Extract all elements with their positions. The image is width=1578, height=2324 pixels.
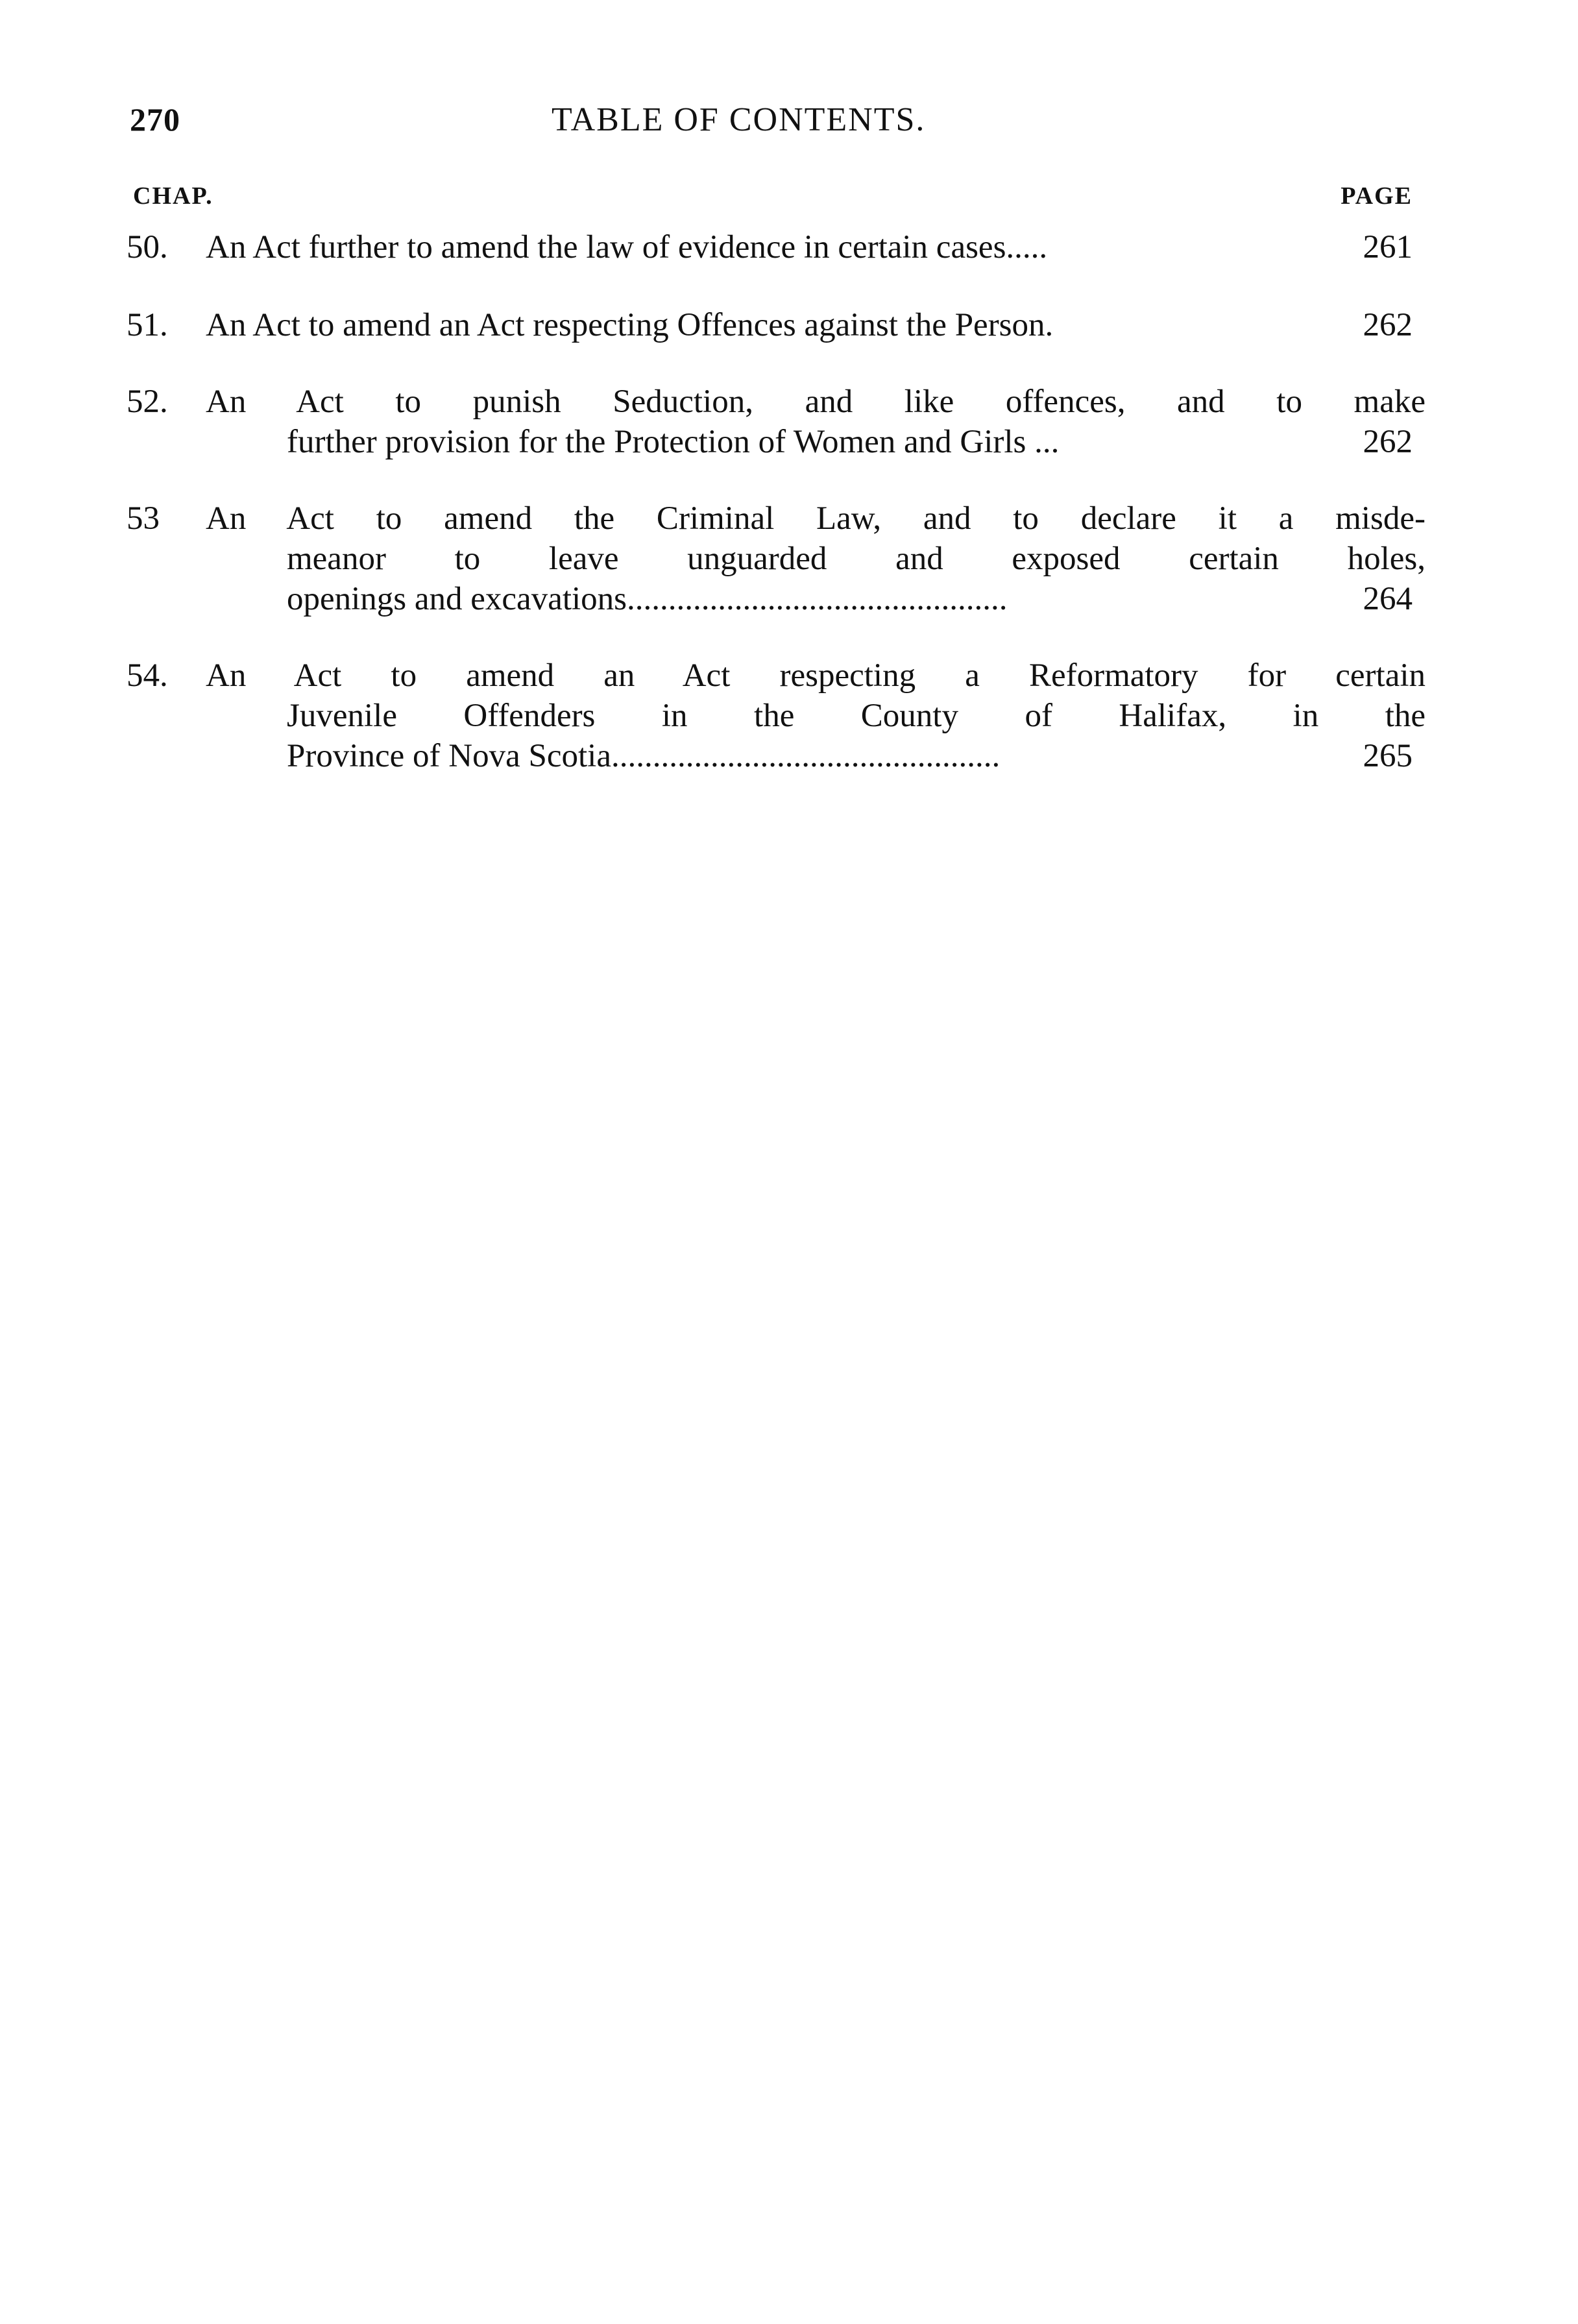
entry-title-line: An Act to punish Seduction, and like offences, and to make xyxy=(206,384,1426,420)
entry-title-line: An Act to amend the Criminal Law, and to declare it a misde- xyxy=(206,500,1426,537)
entry-page-number: 262 xyxy=(1363,424,1413,460)
page-column-heading: PAGE xyxy=(1341,182,1413,210)
entry-title xyxy=(206,382,1426,462)
entry-page-number: 265 xyxy=(1363,738,1413,774)
entry-title xyxy=(206,305,1426,345)
entry-title-line: Juvenile Offenders in the County of Halifax, in the xyxy=(287,698,1426,734)
entry-title-line: meanor to leave unguarded and exposed certain holes, xyxy=(287,541,1426,577)
entry-title-line: An Act to amend an Act respecting Offences against the Person. xyxy=(206,307,1054,343)
entry-title xyxy=(206,498,1426,619)
chapter-number: 51. xyxy=(127,307,168,343)
entry-title-line: openings and excavations.............................................. xyxy=(287,581,1008,617)
entry-page-number: 264 xyxy=(1363,581,1413,617)
chapter-number: 52. xyxy=(127,384,168,420)
entry-title-line: Province of Nova Scotia............................................... xyxy=(287,738,1001,774)
running-head: TABLE OF CONTENTS. xyxy=(552,101,926,138)
entry-title xyxy=(206,227,1426,267)
chapter-number: 53 xyxy=(127,500,160,537)
chapter-column-heading: CHAP. xyxy=(133,182,213,210)
entry-title-line: further provision for the Protection of Women and Girls ... xyxy=(287,424,1060,460)
page-number: 270 xyxy=(130,101,180,138)
entry-title-line: An Act to amend an Act respecting a Reformatory for certain xyxy=(206,657,1426,694)
entry-page-number: 261 xyxy=(1363,229,1413,265)
chapter-number: 54. xyxy=(127,657,168,694)
entry-title-line: An Act further to amend the law of evidence in certain cases..... xyxy=(206,229,1048,265)
entry-title xyxy=(206,655,1426,776)
entry-page-number: 262 xyxy=(1363,307,1413,343)
chapter-number: 50. xyxy=(127,229,168,265)
